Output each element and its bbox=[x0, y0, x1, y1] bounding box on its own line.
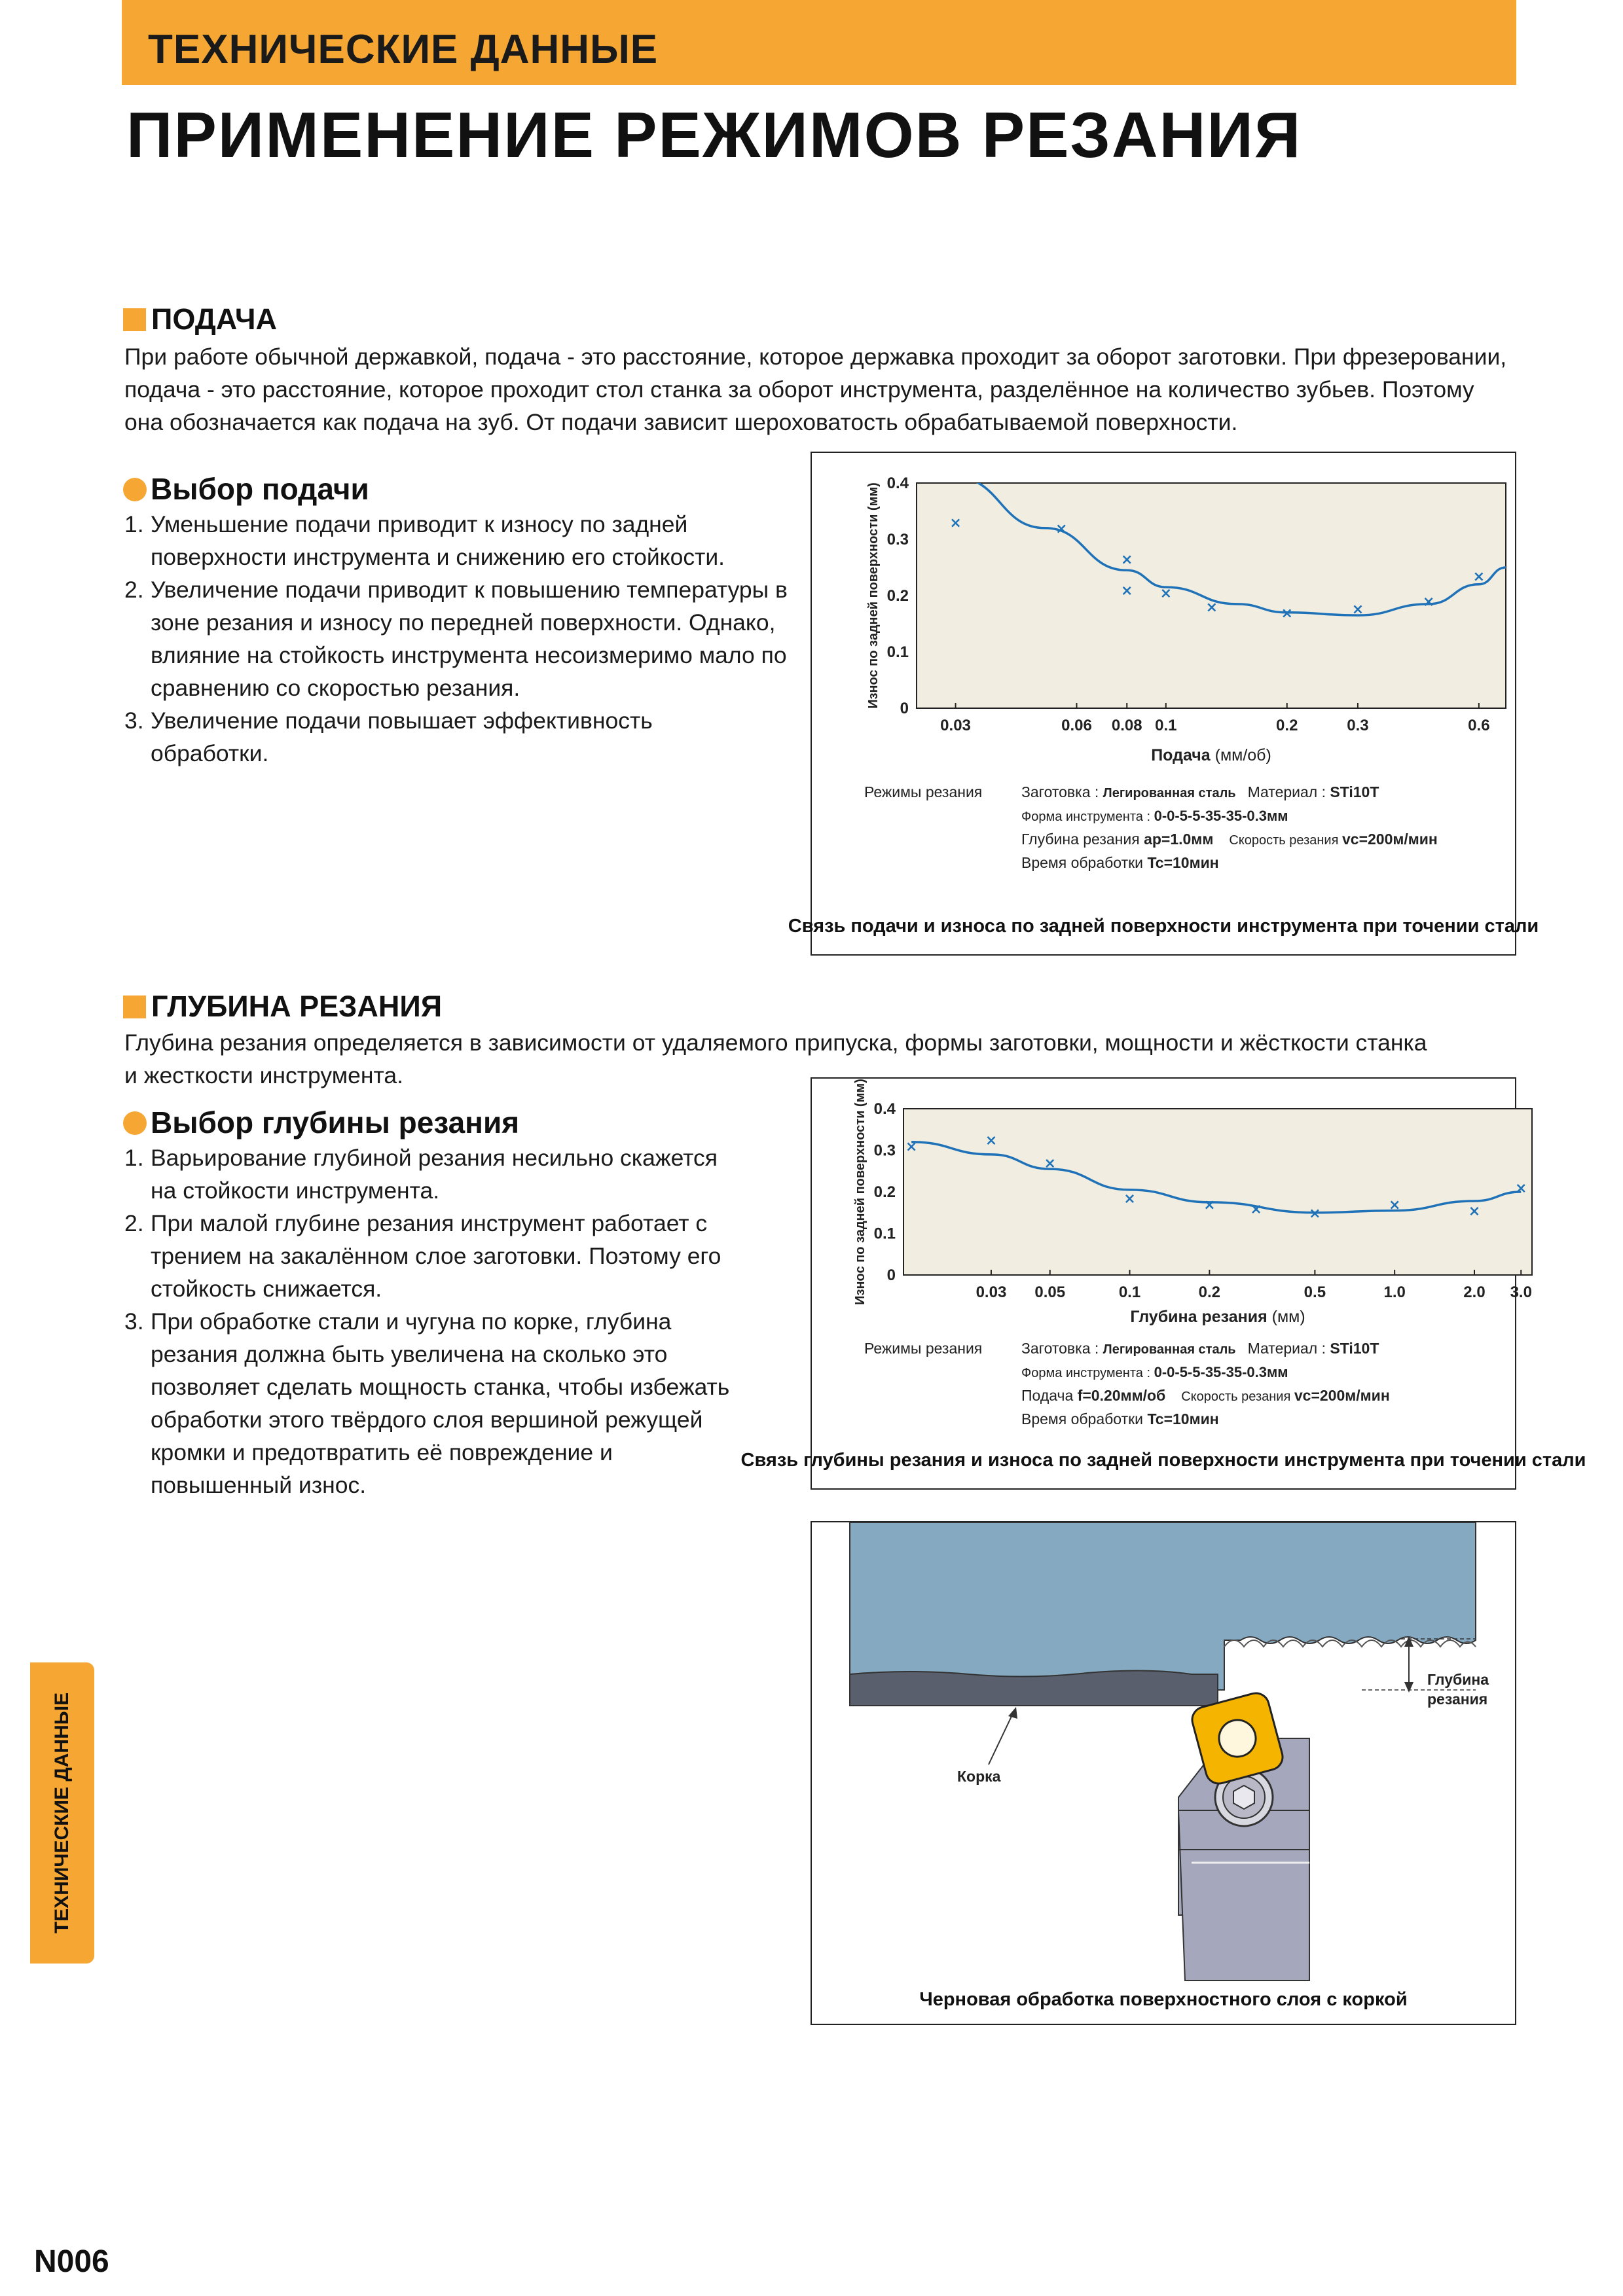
x-axis-title: Глубина резания (мм) bbox=[1130, 1308, 1305, 1326]
data-point: × bbox=[1250, 1201, 1262, 1218]
header-band-label: ТЕХНИЧЕСКИЕ ДАННЫЕ bbox=[148, 27, 659, 72]
feed-subheading-text: Выбор подачи bbox=[151, 472, 369, 506]
feed-chart-box bbox=[788, 452, 1539, 956]
y-tick-label: 0 bbox=[900, 700, 909, 717]
data-point: × bbox=[1205, 600, 1218, 617]
x-tick-label: 0.6 bbox=[1468, 717, 1490, 734]
y-tick-label: 0.1 bbox=[873, 1225, 896, 1243]
list-item bbox=[124, 508, 799, 573]
list-number: 2. bbox=[124, 577, 144, 603]
x-tick-label: 3.0 bbox=[1510, 1283, 1532, 1301]
conditions-workpiece: Заготовка : Легированная сталь Материал : STi10T bbox=[1021, 1340, 1379, 1357]
data-point: × bbox=[1159, 585, 1173, 602]
feed-list bbox=[124, 508, 799, 770]
orange-dot-icon bbox=[123, 478, 147, 501]
illustration-caption: Черновая обработка поверхностного слоя с коркой bbox=[919, 1989, 1408, 2010]
plot-area bbox=[903, 1109, 1532, 1275]
x-tick-label: 0.3 bbox=[1347, 717, 1369, 734]
list-line: поверхности инструмента и снижению его стойкости. bbox=[151, 544, 725, 570]
y-tick-label: 0.2 bbox=[873, 1183, 896, 1201]
crust-illustration-box bbox=[811, 1521, 1516, 2025]
conditions-row: Режимы резания bbox=[864, 1340, 983, 1357]
data-point: × bbox=[1203, 1197, 1216, 1214]
feed-paragraph bbox=[124, 340, 1532, 439]
workpiece-shape bbox=[850, 1522, 1476, 1690]
data-point: × bbox=[1123, 1191, 1136, 1208]
data-point: × bbox=[905, 1139, 918, 1156]
holder-shank bbox=[1178, 1810, 1309, 1981]
data-point: × bbox=[1388, 1197, 1401, 1214]
feed-heading bbox=[123, 302, 277, 336]
orange-square-icon bbox=[123, 308, 146, 331]
x-tick-label: 0.03 bbox=[976, 1283, 1007, 1301]
list-item bbox=[124, 1141, 799, 1207]
x-tick-label: 0.1 bbox=[1155, 717, 1177, 734]
data-point: × bbox=[1055, 520, 1068, 537]
x-tick-label: 0.5 bbox=[1304, 1283, 1326, 1301]
page-number: N006 bbox=[34, 2244, 109, 2279]
x-tick-label: 0.06 bbox=[1061, 717, 1092, 734]
data-point: × bbox=[1281, 605, 1293, 622]
list-number: 1. bbox=[124, 1145, 144, 1171]
conditions-row: Режимы резания bbox=[864, 783, 983, 800]
y-tick-label: 0.4 bbox=[886, 475, 909, 492]
data-point: × bbox=[1515, 1180, 1527, 1197]
list-line: на стойкости инструмента. bbox=[151, 1177, 440, 1204]
y-tick-label: 0.3 bbox=[886, 531, 909, 548]
side-tab bbox=[30, 1662, 94, 1964]
y-axis-title: Износ по задней поверхности (мм) bbox=[866, 482, 881, 709]
list-line: Уменьшение подачи приводит к износу по задней bbox=[151, 511, 688, 537]
data-point: × bbox=[1121, 552, 1133, 569]
conditions-params: Глубина резания ap=1.0мм Скорость резания vc=200м/мин bbox=[1021, 831, 1438, 848]
list-number: 3. bbox=[124, 708, 144, 734]
x-tick-label: 2.0 bbox=[1463, 1283, 1486, 1301]
depth-label-line2: резания bbox=[1427, 1691, 1488, 1708]
list-line: влияние на стойкость инструмента несоизмеримо мало по bbox=[151, 642, 787, 668]
conditions-params: Подача f=0.20мм/об Скорость резания vc=200м/мин bbox=[1021, 1387, 1390, 1404]
data-point: × bbox=[1468, 1203, 1481, 1220]
list-number: 2. bbox=[124, 1210, 144, 1236]
chart-caption: Связь глубины резания и износа по задней поверхности инструмента при точении стали bbox=[740, 1450, 1586, 1471]
x-tick-label: 0.1 bbox=[1118, 1283, 1141, 1301]
y-tick-label: 0.1 bbox=[886, 643, 909, 661]
list-item bbox=[124, 1305, 799, 1501]
list-line: позволяет сделать мощность станка, чтобы избежать bbox=[151, 1374, 730, 1400]
data-point: × bbox=[1044, 1155, 1056, 1172]
list-item bbox=[124, 704, 799, 770]
list-line: Увеличение подачи повышает эффективность bbox=[151, 708, 653, 734]
list-line: При малой глубине резания инструмент работает с bbox=[151, 1210, 708, 1236]
plot-area bbox=[917, 483, 1506, 708]
depth-wear-chart bbox=[740, 1079, 1586, 1488]
orange-square-icon bbox=[123, 996, 146, 1018]
depth-heading bbox=[123, 990, 442, 1024]
list-line: кромки и предотвратить её повреждение и bbox=[151, 1439, 613, 1465]
list-line: стойкость снижается. bbox=[151, 1276, 382, 1302]
conditions-tool: Форма инструмента : 0-0-5-5-35-35-0.3мм bbox=[1021, 1364, 1288, 1380]
feed-paragraph-line: она обозначается как подача на зуб. От подачи зависит шероховатость обрабатываемой поверхности. bbox=[124, 409, 1238, 435]
list-number: 1. bbox=[124, 511, 144, 537]
list-line: При обработке стали и чугуна по корке, глубина bbox=[151, 1308, 672, 1335]
data-point: × bbox=[1422, 594, 1435, 611]
x-tick-label: 0.05 bbox=[1034, 1283, 1066, 1301]
y-tick-label: 0.2 bbox=[886, 587, 909, 605]
conditions-time: Время обработки Tc=10мин bbox=[1021, 1410, 1219, 1427]
list-line: трением на закалённом слое заготовки. Поэтому его bbox=[151, 1243, 721, 1269]
chart-caption: Связь подачи и износа по задней поверхности инструмента при точении стали bbox=[788, 916, 1539, 937]
feed-wear-chart bbox=[788, 453, 1539, 954]
list-item bbox=[124, 1207, 799, 1305]
feed-heading-text: ПОДАЧА bbox=[151, 302, 277, 336]
list-line: повышенный износ. bbox=[151, 1472, 367, 1498]
depth-chart-box bbox=[740, 1077, 1586, 1490]
feed-subheading bbox=[123, 471, 369, 507]
depth-label-line1: Глубина bbox=[1427, 1671, 1489, 1688]
depth-subheading-text: Выбор глубины резания bbox=[151, 1105, 520, 1139]
y-tick-label: 0.3 bbox=[873, 1141, 896, 1160]
crust-arrow bbox=[989, 1712, 1013, 1765]
list-line: обработки. bbox=[151, 740, 269, 766]
y-axis-title: Износ по задней поверхности (мм) bbox=[853, 1079, 867, 1305]
page-title: ПРИМЕНЕНИЕ РЕЖИМОВ РЕЗАНИЯ bbox=[126, 99, 1302, 171]
crust-label: Корка bbox=[957, 1768, 1001, 1785]
x-tick-label: 0.2 bbox=[1276, 717, 1298, 734]
depth-heading-text: ГЛУБИНА РЕЗАНИЯ bbox=[151, 990, 443, 1023]
list-line: обработки этого твёрдого слоя вершиной режущей bbox=[151, 1407, 703, 1433]
list-item bbox=[124, 573, 799, 704]
orange-dot-icon bbox=[123, 1111, 147, 1135]
data-point: × bbox=[1472, 568, 1486, 585]
y-tick-label: 0 bbox=[886, 1266, 896, 1284]
crust-machining-illustration bbox=[812, 1522, 1515, 2024]
data-point: × bbox=[985, 1132, 998, 1149]
conditions-workpiece: Заготовка : Легированная сталь Материал : STi10T bbox=[1021, 783, 1379, 800]
depth-paragraph-line: Глубина резания определяется в зависимости от удаляемого припуска, формы заготовки, мощности и жёсткости станка bbox=[124, 1030, 1427, 1056]
list-line: зоне резания и износу по передней поверхности. Однако, bbox=[151, 609, 776, 636]
list-line: резания должна быть увеличена на сколько это bbox=[151, 1341, 668, 1367]
x-tick-label: 0.08 bbox=[1111, 717, 1142, 734]
list-line: сравнению со скоростью резания. bbox=[151, 675, 520, 701]
depth-paragraph-line: и жесткости инструмента. bbox=[124, 1062, 403, 1088]
x-tick-label: 1.0 bbox=[1383, 1283, 1406, 1301]
feed-paragraph-line: подача - это расстояние, которое проходит стол станка за оборот инструмента, разделённое на количество зубьев. Поэтому bbox=[124, 376, 1474, 403]
feed-paragraph-line: При работе обычной державкой, подача - это расстояние, которое державка проходит за оборот заготовки. При фрезеровании, bbox=[124, 344, 1507, 370]
data-point: × bbox=[1121, 583, 1133, 600]
x-tick-label: 0.2 bbox=[1198, 1283, 1221, 1301]
depth-list bbox=[124, 1141, 799, 1501]
header-band bbox=[122, 0, 1516, 85]
conditions-time: Время обработки Tc=10мин bbox=[1021, 854, 1219, 871]
crust-layer bbox=[850, 1670, 1218, 1706]
list-number: 3. bbox=[124, 1308, 144, 1335]
list-line: Увеличение подачи приводит к повышению температуры в bbox=[151, 577, 788, 603]
data-point: × bbox=[1351, 601, 1364, 618]
y-tick-label: 0.4 bbox=[873, 1100, 896, 1118]
side-tab-label: ТЕХНИЧЕСКИЕ ДАННЫЕ bbox=[51, 1692, 73, 1934]
data-point: × bbox=[1309, 1205, 1321, 1222]
x-axis-title: Подача (мм/об) bbox=[1151, 746, 1271, 764]
x-tick-label: 0.03 bbox=[940, 717, 971, 734]
data-point: × bbox=[949, 515, 962, 532]
depth-subheading bbox=[123, 1105, 519, 1140]
conditions-tool: Форма инструмента : 0-0-5-5-35-35-0.3мм bbox=[1021, 808, 1288, 824]
list-line: Варьирование глубиной резания несильно скажется bbox=[151, 1145, 718, 1171]
